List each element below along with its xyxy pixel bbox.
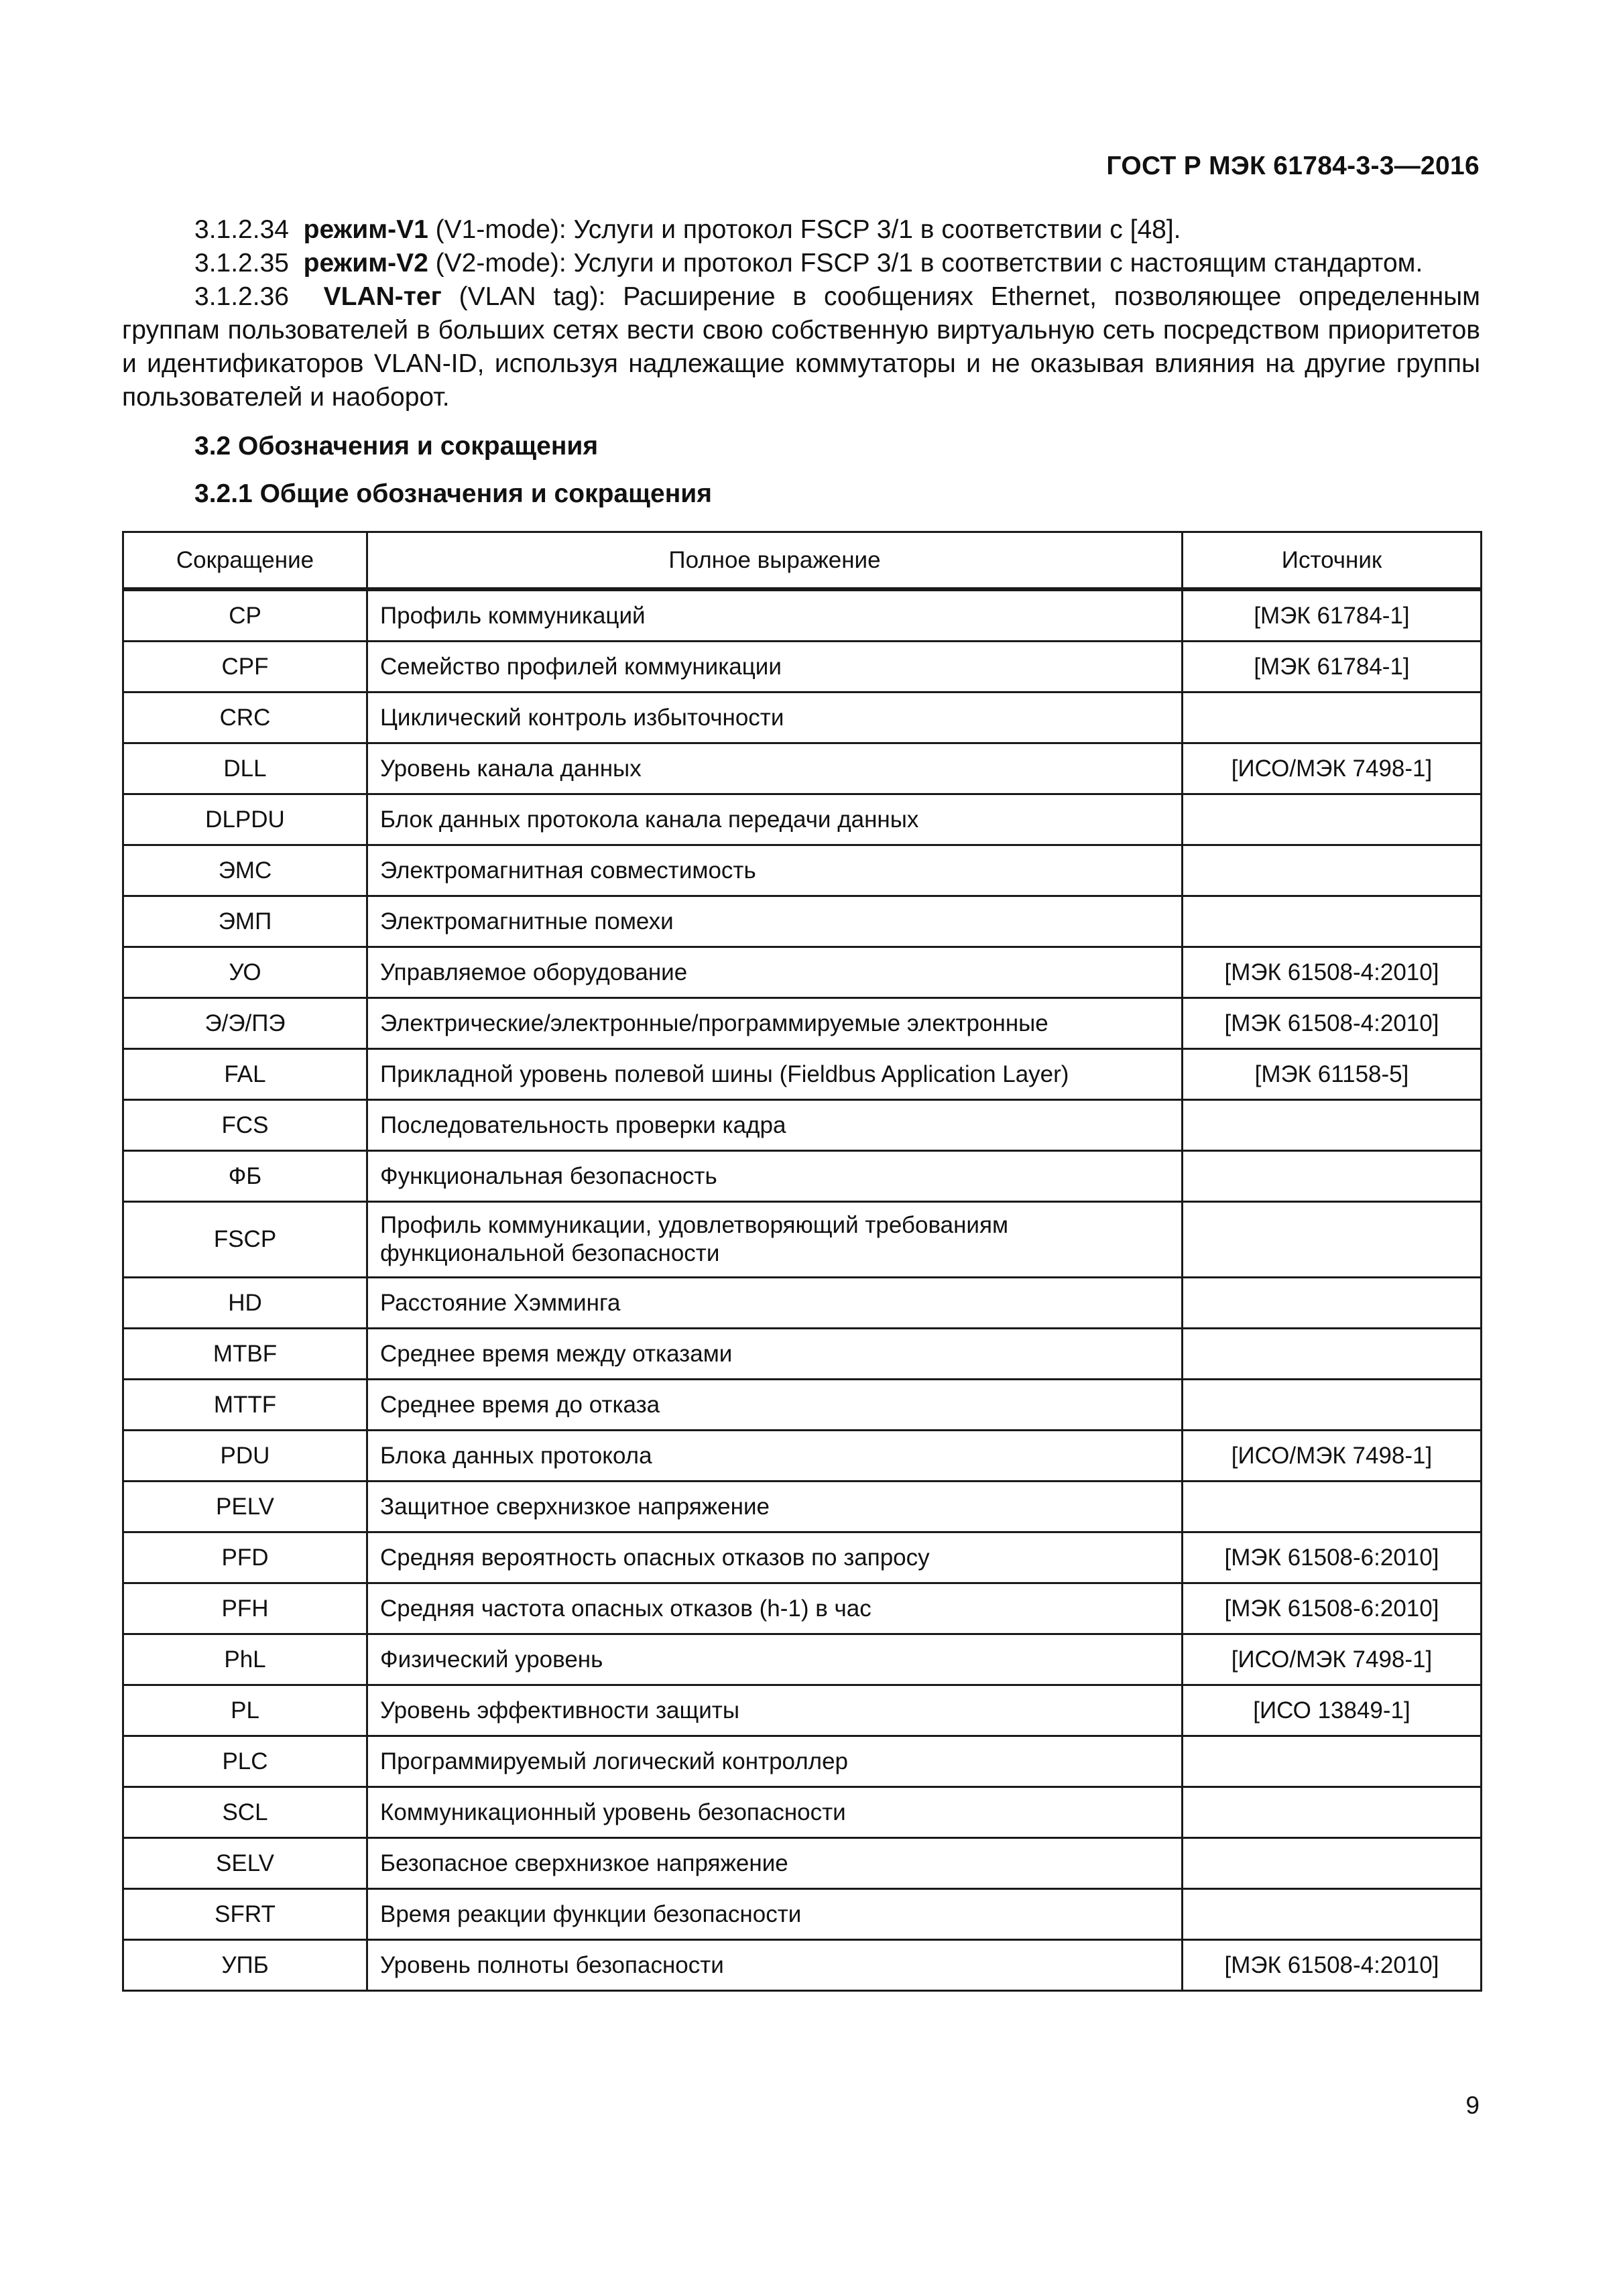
expression-cell: Электромагнитная совместимость	[367, 845, 1183, 896]
abbreviation-cell: ЭМС	[123, 845, 367, 896]
table-row	[123, 589, 1482, 642]
table-row	[123, 1940, 1482, 1991]
abbreviation-cell: CPF	[123, 642, 367, 692]
definition-number: 3.1.2.36	[194, 282, 289, 311]
definition-term: режим-V2	[303, 249, 428, 278]
source-cell	[1183, 1329, 1482, 1380]
abbreviations-table	[122, 531, 1482, 1992]
expression-cell: Физический уровень	[367, 1634, 1183, 1685]
subsection-heading: 3.2.1 Общие обозначения и сокращения	[194, 479, 712, 508]
source-cell: [МЭК 61508-4:2010]	[1183, 1940, 1482, 1991]
column-header-abbreviation: Сокращение	[123, 532, 367, 590]
expression-cell: Блока данных протокола	[367, 1431, 1183, 1482]
abbreviation-cell: УПБ	[123, 1940, 367, 1991]
table-row	[123, 1380, 1482, 1431]
abbreviation-cell: SFRT	[123, 1889, 367, 1940]
abbreviation-cell: SCL	[123, 1787, 367, 1838]
section-heading: 3.2 Обозначения и сокращения	[194, 432, 599, 461]
table-row	[123, 998, 1482, 1049]
source-cell: [МЭК 61158-5]	[1183, 1049, 1482, 1100]
table-row	[123, 1202, 1482, 1278]
expression-cell: Программируемый логический контроллер	[367, 1736, 1183, 1787]
definition-paragraph	[122, 247, 1480, 280]
table-row	[123, 845, 1482, 896]
expression-cell: Семейство профилей коммуникации	[367, 642, 1183, 692]
source-cell	[1183, 1380, 1482, 1431]
definition-text: (VLAN tag): Расширение в сообщениях Ethernet, позволяющее определенным группам пользователей в больших сетях вести свою собственную виртуальную сеть посредством приоритетов и идентификаторов VLAN-ID, используя надлежащие коммутаторы и не оказывая влияния на другие группы пользователей и наоборот.	[122, 282, 1480, 412]
abbreviation-cell: PLC	[123, 1736, 367, 1787]
abbreviation-cell: DLPDU	[123, 794, 367, 845]
definition-term: режим-V1	[303, 215, 428, 244]
source-cell	[1183, 1838, 1482, 1889]
definitions-block	[122, 213, 1480, 414]
abbreviation-cell: PhL	[123, 1634, 367, 1685]
source-cell: [МЭК 61508-6:2010]	[1183, 1532, 1482, 1583]
table-row	[123, 1482, 1482, 1532]
expression-cell: Прикладной уровень полевой шины (Fieldbus Application Layer)	[367, 1049, 1183, 1100]
abbreviation-cell: PFH	[123, 1583, 367, 1634]
expression-cell: Уровень эффективности защиты	[367, 1685, 1183, 1736]
table-row	[123, 1049, 1482, 1100]
abbreviation-cell: ФБ	[123, 1151, 367, 1202]
table-row	[123, 1736, 1482, 1787]
table-row	[123, 1583, 1482, 1634]
source-cell	[1183, 845, 1482, 896]
source-cell	[1183, 1787, 1482, 1838]
table-row	[123, 743, 1482, 794]
expression-cell: Среднее время до отказа	[367, 1380, 1183, 1431]
expression-cell: Последовательность проверки кадра	[367, 1100, 1183, 1151]
definition-number: 3.1.2.34	[194, 215, 289, 244]
abbreviation-cell: DLL	[123, 743, 367, 794]
expression-cell: Среднее время между отказами	[367, 1329, 1183, 1380]
abbreviation-cell: FCS	[123, 1100, 367, 1151]
expression-cell: Коммуникационный уровень безопасности	[367, 1787, 1183, 1838]
expression-cell: Профиль коммуникации, удовлетворяющий требованиям функциональной безопасности	[367, 1202, 1183, 1278]
expression-cell: Уровень канала данных	[367, 743, 1183, 794]
source-cell: [МЭК 61508-4:2010]	[1183, 947, 1482, 998]
table-row	[123, 642, 1482, 692]
expression-cell: Электромагнитные помехи	[367, 896, 1183, 947]
expression-cell: Блок данных протокола канала передачи данных	[367, 794, 1183, 845]
abbreviation-cell: HD	[123, 1278, 367, 1329]
abbreviation-cell: FAL	[123, 1049, 367, 1100]
table-row	[123, 1532, 1482, 1583]
source-cell	[1183, 794, 1482, 845]
source-cell	[1183, 1202, 1482, 1278]
abbreviation-cell: PDU	[123, 1431, 367, 1482]
abbreviation-cell: PL	[123, 1685, 367, 1736]
document-code-header: ГОСТ Р МЭК 61784-3-3—2016	[1106, 152, 1480, 180]
definition-text: (V1-mode): Услуги и протокол FSCP 3/1 в соответствии с [48].	[428, 215, 1181, 244]
table-row	[123, 896, 1482, 947]
expression-cell: Электрические/электронные/программируемые электронные	[367, 998, 1183, 1049]
table-row	[123, 794, 1482, 845]
table-row	[123, 1431, 1482, 1482]
definition-text: (V2-mode): Услуги и протокол FSCP 3/1 в соответствии с настоящим стандартом.	[428, 249, 1423, 278]
table-row	[123, 1634, 1482, 1685]
source-cell	[1183, 692, 1482, 743]
table-row	[123, 1329, 1482, 1380]
abbreviation-cell: MTTF	[123, 1380, 367, 1431]
definition-term: VLAN-тег	[323, 282, 442, 311]
abbreviation-cell: PFD	[123, 1532, 367, 1583]
source-cell	[1183, 1736, 1482, 1787]
expression-cell: Средняя вероятность опасных отказов по запросу	[367, 1532, 1183, 1583]
definition-number: 3.1.2.35	[194, 249, 289, 278]
table-row	[123, 1685, 1482, 1736]
source-cell	[1183, 1278, 1482, 1329]
source-cell: [МЭК 61508-4:2010]	[1183, 998, 1482, 1049]
expression-cell: Функциональная безопасность	[367, 1151, 1183, 1202]
source-cell: [ИСО 13849-1]	[1183, 1685, 1482, 1736]
expression-cell: Профиль коммуникаций	[367, 589, 1183, 642]
source-cell	[1183, 1889, 1482, 1940]
abbreviation-cell: FSCP	[123, 1202, 367, 1278]
expression-cell: Время реакции функции безопасности	[367, 1889, 1183, 1940]
table-row	[123, 692, 1482, 743]
abbreviation-cell: CP	[123, 589, 367, 642]
table-row	[123, 1278, 1482, 1329]
source-cell	[1183, 1151, 1482, 1202]
source-cell: [МЭК 61784-1]	[1183, 589, 1482, 642]
source-cell: [МЭК 61784-1]	[1183, 642, 1482, 692]
abbreviation-cell: Э/Э/ПЭ	[123, 998, 367, 1049]
page-number: 9	[1465, 2092, 1480, 2119]
source-cell: [МЭК 61508-6:2010]	[1183, 1583, 1482, 1634]
definition-paragraph	[122, 213, 1480, 247]
expression-cell: Циклический контроль избыточности	[367, 692, 1183, 743]
table-row	[123, 1838, 1482, 1889]
expression-cell: Средняя частота опасных отказов (h-1) в час	[367, 1583, 1183, 1634]
expression-cell: Безопасное сверхнизкое напряжение	[367, 1838, 1183, 1889]
abbreviation-cell: УО	[123, 947, 367, 998]
table-row	[123, 947, 1482, 998]
source-cell	[1183, 1482, 1482, 1532]
source-cell	[1183, 1100, 1482, 1151]
abbreviation-cell: MTBF	[123, 1329, 367, 1380]
source-cell	[1183, 896, 1482, 947]
abbreviation-cell: ЭМП	[123, 896, 367, 947]
expression-cell: Уровень полноты безопасности	[367, 1940, 1183, 1991]
source-cell: [ИСО/МЭК 7498-1]	[1183, 1634, 1482, 1685]
table-row	[123, 1787, 1482, 1838]
expression-cell: Расстояние Хэмминга	[367, 1278, 1183, 1329]
abbreviation-cell: CRC	[123, 692, 367, 743]
definition-paragraph	[122, 280, 1480, 414]
table-header-row	[123, 532, 1482, 590]
abbreviation-cell: PELV	[123, 1482, 367, 1532]
table-row	[123, 1100, 1482, 1151]
table-row	[123, 1151, 1482, 1202]
abbreviation-cell: SELV	[123, 1838, 367, 1889]
expression-cell: Управляемое оборудование	[367, 947, 1183, 998]
source-cell: [ИСО/МЭК 7498-1]	[1183, 1431, 1482, 1482]
source-cell: [ИСО/МЭК 7498-1]	[1183, 743, 1482, 794]
table-row	[123, 1889, 1482, 1940]
column-header-source: Источник	[1183, 532, 1482, 590]
expression-cell: Защитное сверхнизкое напряжение	[367, 1482, 1183, 1532]
column-header-full-expression: Полное выражение	[367, 532, 1183, 590]
